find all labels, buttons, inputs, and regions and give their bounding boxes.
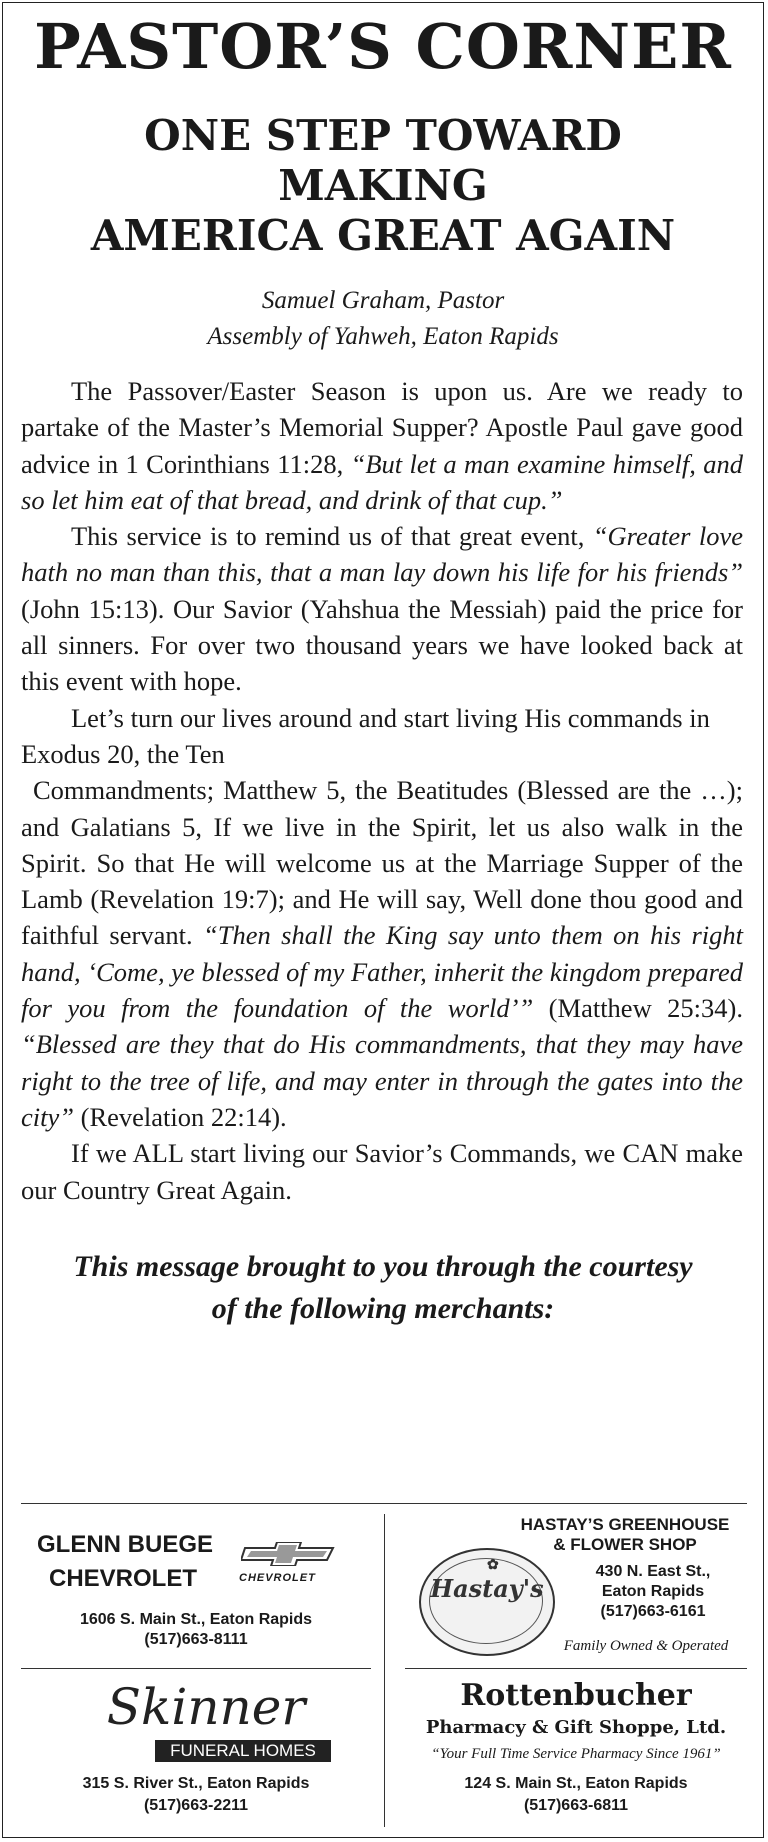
paragraph-2 (21, 518, 743, 699)
hastay-logo (419, 1548, 555, 1656)
paragraph-4-ref-2: (Revelation 22:14). (74, 1101, 287, 1132)
ads-vertical-divider (384, 1514, 385, 1827)
hastay-address-1: 430 N. East St., (595, 1563, 711, 1580)
rottenbucher-phone: (517)663-6811 (523, 1797, 629, 1814)
paragraph-3 (21, 700, 743, 773)
hastay-logo-text: Hastay's (430, 1574, 544, 1603)
paragraph-5-text: If we ALL start living our Savior’s Commands, we CAN make our Country Great Again. (21, 1138, 743, 1205)
paragraph-4-quote-1: “Then shall the King say unto them on his right hand, ‘Come, ye blessed of my Father, inherit the kingdom prepared for you from the foundation of the world’” (21, 920, 743, 1024)
paragraph-2-quote: “Greater love hath no man than this, that a man lay down his life for his friends” (21, 521, 743, 588)
ads-divider-right (405, 1668, 747, 1669)
headline (3, 111, 763, 261)
rottenbucher-name: Rottenbucher (460, 1678, 692, 1713)
headline-line-3: AMERICA GREAT AGAIN (90, 211, 676, 260)
ad-skinner-funeral-homes (21, 1676, 371, 1826)
hastay-address-2: Eaton Rapids (601, 1583, 705, 1600)
masthead: PASTOR’S CORNER (34, 10, 732, 83)
courtesy-note (3, 1246, 763, 1330)
paragraph-1 (21, 373, 743, 518)
courtesy-line-1: This message brought to you through the courtesy (73, 1249, 693, 1283)
paragraph-4-quote-2: “Blessed are they that do His commandments, that they may have right to the tree of life, and may enter in through the gates into the city” (21, 1029, 743, 1132)
byline-author: Samuel Graham, Pastor (261, 287, 505, 314)
courtesy-line-2: of the following merchants: (211, 1291, 555, 1325)
chevrolet-bowtie-icon (241, 1542, 337, 1566)
headline-line-1: ONE STEP TOWARD (144, 111, 622, 160)
hastay-tagline: Family Owned & Operated (563, 1638, 729, 1654)
skinner-subname: FUNERAL HOMES (155, 1740, 331, 1762)
paragraph-2-text: This service is to remind us of that great event, (71, 521, 593, 552)
buege-phone: (517)663-8111 (144, 1631, 248, 1648)
headline-line-2: MAKING (278, 161, 488, 210)
paragraph-5 (21, 1135, 743, 1208)
hastay-name-2: & FLOWER SHOP (553, 1535, 697, 1554)
merchant-ads (21, 1503, 747, 1832)
pastors-corner-page (2, 2, 764, 1838)
skinner-address: 315 S. River St., Eaton Rapids (82, 1775, 310, 1792)
skinner-phone: (517)663-2211 (143, 1797, 249, 1814)
ad-glenn-buege-chevrolet (21, 1522, 371, 1662)
byline-affiliation: Assembly of Yahweh, Eaton Rapids (207, 323, 559, 350)
flower-icon: ✿ (487, 1556, 499, 1572)
hastay-phone: (517)663-6161 (600, 1603, 706, 1620)
paragraph-1-text: The Passover/Easter Season is upon us. Are we ready to partake of the Master’s Memorial Supper? Apostle Paul gave good advice in 1 Corinthians 11:28, (21, 376, 743, 479)
buege-name-1: GLENN BUEGE (37, 1531, 214, 1558)
paragraph-3-text: Let’s turn our lives around and start living His commands in Exodus 20, the Ten (21, 702, 710, 769)
chevrolet-brand-text: CHEVROLET (239, 1572, 316, 1584)
ad-rottenbucher-pharmacy (405, 1676, 747, 1826)
buege-name-2: CHEVROLET (49, 1565, 198, 1592)
paragraph-1-quote: “But let a man examine himself, and so let him eat of that bread, and drink of that cup.” (21, 448, 744, 515)
rottenbucher-subname: Pharmacy & Gift Shoppe, Ltd. (425, 1717, 727, 1738)
ads-divider-left (21, 1668, 371, 1669)
paragraph-4-ref-1: (Matthew 25:34). (533, 993, 743, 1024)
article-body (21, 373, 743, 1208)
rottenbucher-address: 124 S. Main St., Eaton Rapids (464, 1775, 688, 1792)
paragraph-2-text-end: (John 15:13). Our Savior (Yahshua the Messiah) paid the price for all sinners. For over two thousand years we have looked back at this event with hope. (21, 593, 743, 697)
byline (3, 283, 763, 355)
paragraph-4 (21, 772, 743, 1135)
buege-address: 1606 S. Main St., Eaton Rapids (79, 1611, 313, 1628)
paragraph-4-text: Commandments; Matthew 5, the Beatitudes (Blessed are the …); and Galatians 5, If we live in the Spirit, let us also walk in the Spirit. So that He will welcome us at the Marriage Supper of the Lamb (Revelation 19:7); and He will say, Well done thou good and faithful servant. (21, 775, 743, 951)
hastay-name-1: HASTAY’S GREENHOUSE (520, 1515, 730, 1534)
ad-hastays-greenhouse (405, 1512, 747, 1664)
rottenbucher-tagline: “Your Full Time Service Pharmacy Since 1961” (431, 1746, 721, 1762)
skinner-logo-script: Skinner (106, 1678, 306, 1736)
